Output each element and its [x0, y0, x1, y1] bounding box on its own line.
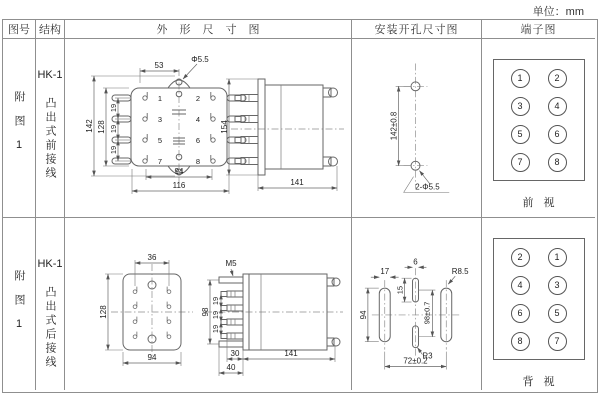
row2-structure-cell — [36, 218, 65, 390]
col-header-structure: 结构 — [36, 20, 65, 39]
row1-install-drawing — [352, 39, 481, 217]
col-header-install: 安装开孔尺寸图 — [352, 20, 482, 39]
row1-side-view — [220, 79, 344, 191]
col-header-outline: 外形尺寸图 — [65, 20, 352, 39]
dim-stud-len2: 40 — [226, 363, 236, 372]
row1-fig-no-cell — [3, 39, 36, 218]
row2-fig-no: 附图1 — [13, 270, 25, 343]
dim-body-height: 128 — [97, 120, 106, 134]
terminal-no: 8 — [195, 157, 201, 166]
dim-body-width: 94 — [174, 167, 184, 176]
col-header-fig-no: 图号 — [3, 20, 36, 39]
row2-install-drawing — [352, 218, 481, 390]
row2-terminal-cell — [482, 218, 595, 390]
row2-side-view — [201, 259, 343, 376]
dim-overall-width: 116 — [172, 181, 186, 190]
row1-install-cell — [352, 39, 482, 218]
row1-terminal-cell — [482, 39, 595, 218]
dim-top-width: 53 — [154, 61, 164, 70]
row1-view-label: 前视 — [522, 197, 565, 209]
dim-small-slot-len: 15 — [395, 285, 405, 295]
dim-depth: 141 — [290, 178, 304, 187]
terminal-pin: 3 — [511, 97, 530, 116]
terminal-no: 3 — [157, 115, 163, 124]
terminal-pin: 7 — [511, 153, 530, 172]
row2-view-label: 背视 — [522, 376, 565, 388]
unit-label: 单位：mm — [532, 6, 584, 18]
terminal-pin: 6 — [548, 125, 567, 144]
row2-fig-no-cell — [3, 218, 36, 390]
row1-model: HK-1 — [37, 69, 63, 81]
dim-holes-label: 2-Φ5.5 — [415, 182, 440, 192]
side-terminal-studs — [235, 95, 258, 165]
dim-stud-span: 98 — [201, 307, 210, 317]
dim-small-slot-spacing: 98±0.7 — [422, 301, 432, 325]
dim-body-height: 128 — [99, 305, 108, 319]
dim-pitch: 19 — [109, 124, 118, 134]
dim-side-height: 154 — [220, 120, 229, 134]
row1-outline-drawing — [65, 39, 351, 217]
row1-outline-cell — [65, 39, 352, 218]
dim-overall-height: 142 — [85, 119, 94, 133]
terminal-no: 6 — [195, 136, 201, 145]
row2-terminal-box — [493, 238, 585, 360]
dim-slot-radius: R8.5 — [451, 267, 469, 277]
terminal-no: 2 — [195, 94, 201, 103]
terminal-pin: 3 — [548, 276, 567, 295]
dimension-table — [2, 19, 598, 393]
terminal-pin: 4 — [548, 97, 567, 116]
dim-slot-width: 17 — [380, 267, 390, 277]
dim-pitch: 19 — [211, 324, 220, 334]
dim-screw-label: M5 — [225, 259, 237, 268]
row2-outline-drawing — [65, 218, 351, 390]
row1-structure-cell — [36, 39, 65, 218]
row2-outline-cell — [65, 218, 352, 390]
dim-body-width: 94 — [147, 353, 157, 362]
terminal-pin: 4 — [511, 276, 530, 295]
dim-hole-spacing: 142±0.8 — [389, 111, 399, 141]
row2-install-cell — [352, 218, 482, 390]
row1-front-dimensions — [85, 55, 229, 194]
row1-fig-no: 附图1 — [13, 91, 25, 164]
dim-slot-spacing: 72±0.2 — [403, 356, 428, 366]
row2-structure: 凸出式后接线 — [44, 286, 56, 370]
dim-depth: 141 — [284, 349, 298, 358]
terminal-pin: 1 — [511, 69, 530, 88]
row2-front-view — [99, 253, 193, 366]
row1-terminal-box — [493, 59, 585, 181]
dim-pitch: 19 — [211, 310, 220, 320]
terminal-pin: 5 — [548, 304, 567, 323]
dim-pitch: 19 — [109, 145, 118, 155]
terminal-no: 5 — [157, 136, 163, 145]
row1-structure: 凸出式前接线 — [44, 97, 56, 181]
dim-top-width: 36 — [147, 253, 157, 262]
dim-slot-len: 94 — [358, 310, 368, 320]
terminal-pin: 1 — [548, 248, 567, 267]
dim-small-slot-radius: R3 — [422, 351, 433, 361]
col-header-terminal: 端子图 — [482, 20, 595, 39]
terminal-pin: 8 — [548, 153, 567, 172]
terminal-no: 4 — [195, 115, 201, 124]
terminal-no: 7 — [157, 157, 163, 166]
terminal-pin: 8 — [511, 332, 530, 351]
dim-ear-hole: Φ5.5 — [191, 55, 209, 64]
terminal-no: 1 — [157, 94, 163, 103]
dim-pitch: 19 — [109, 103, 118, 113]
dim-pitch: 19 — [211, 296, 220, 306]
terminal-pin: 2 — [511, 248, 530, 267]
row2-model: HK-1 — [37, 258, 63, 270]
terminal-pin: 5 — [511, 125, 530, 144]
dim-stud-len: 30 — [230, 349, 240, 358]
terminal-pin: 2 — [548, 69, 567, 88]
dim-small-slot-width: 6 — [413, 257, 418, 267]
terminal-pin: 6 — [511, 304, 530, 323]
terminal-pin: 7 — [548, 332, 567, 351]
